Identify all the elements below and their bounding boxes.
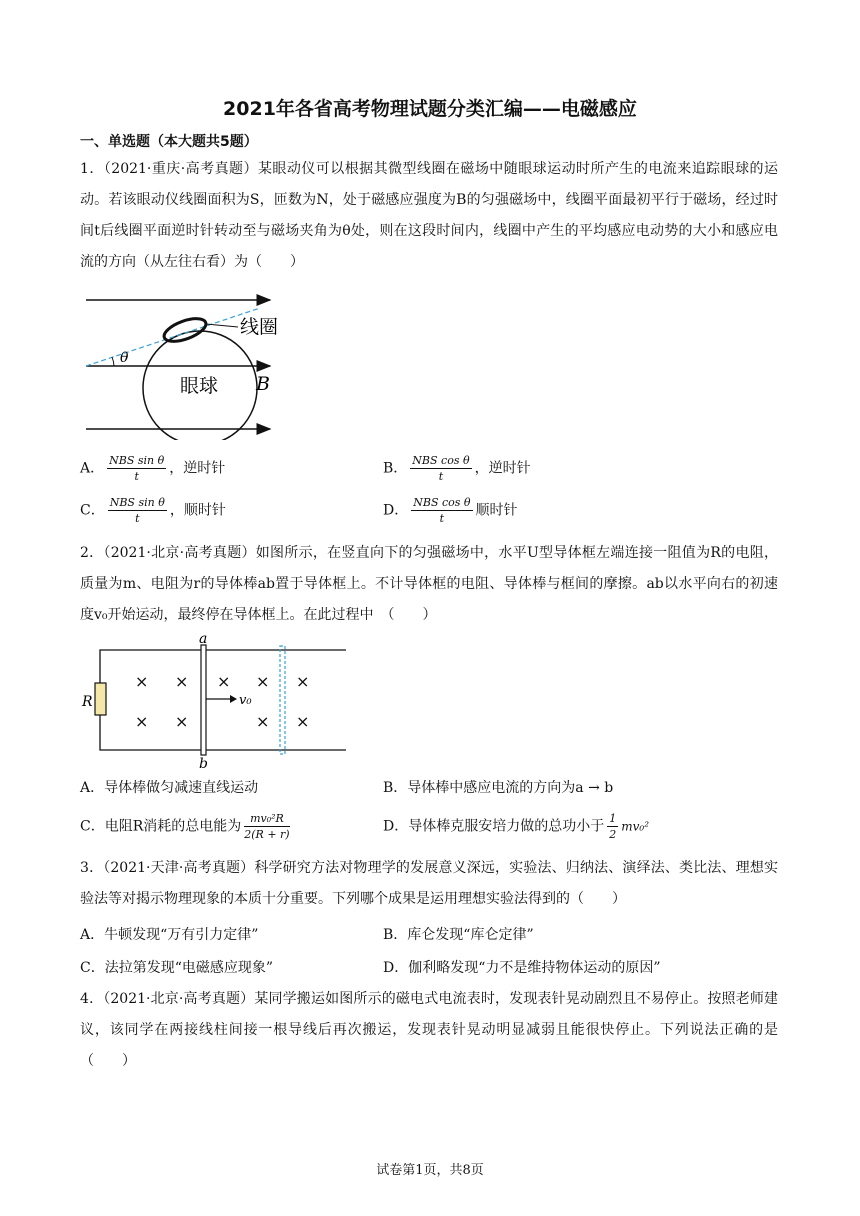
q1-option-d[interactable] <box>383 496 518 525</box>
field-cross: × <box>217 672 231 691</box>
field-cross: × <box>175 672 189 691</box>
coil <box>161 314 209 346</box>
question-4-text: 4．（2021·北京·高考真题）某同学搬运如图所示的磁电式电流表时，发现表针晃动剧烈且不易停止。按照老师建议，该同学在两接线柱间接一根导线后再次搬运，发现表针晃动明显减弱且能很快停止。下列说法正确的是（ ） <box>80 991 778 1069</box>
conductor-rod-ab <box>201 645 206 755</box>
coil-label: 线圈 <box>240 316 279 338</box>
final-position-dashed <box>280 646 285 754</box>
question-2-text: 2．（2021·北京·高考真题）如图所示，在竖直向下的匀强磁场中，水平U型导体框左端连接一阻值为R的电阻，质量为m、电阻为r的导体棒ab置于导体框上。不计导体框的电阻、导体棒与框间的摩擦。ab以水平向右的初速度v₀开始运动，最终停在导体框上。在此过程中 （ ） <box>80 545 778 623</box>
field-cross: × <box>175 712 189 731</box>
label-R: R <box>82 694 93 710</box>
u-frame <box>100 650 346 750</box>
field-cross: × <box>296 672 310 691</box>
field-cross: × <box>256 712 270 731</box>
q3-option-a[interactable]: A．牛顿发现“万有引力定律” <box>80 927 259 943</box>
fraction-numerator: NBS cos θ <box>412 454 470 467</box>
option-text: C．电阻R消耗的总电能为 <box>80 818 242 835</box>
q3-option-b[interactable]: B．库仑发现“库仑定律” <box>383 927 534 943</box>
field-cross: × <box>256 672 270 691</box>
label-a: a <box>199 632 208 647</box>
option-suffix: mv₀² <box>621 819 650 834</box>
fraction-denominator: t <box>134 470 139 483</box>
fraction-numerator: NBS cos θ <box>413 496 471 509</box>
label-b: b <box>199 756 208 770</box>
option-suffix: ，逆时针 <box>169 460 226 477</box>
field-cross: × <box>296 712 310 731</box>
fraction-numerator: 1 <box>609 812 617 825</box>
page-title: 2021年各省高考物理试题分类汇编——电磁感应 <box>223 98 637 120</box>
section-heading: 一、单选题（本大题共5题） <box>80 134 258 150</box>
coil-pointer <box>206 324 238 327</box>
option-suffix: ，逆时针 <box>474 460 531 477</box>
fraction-denominator: t <box>438 470 444 483</box>
q2-option-c[interactable] <box>80 812 293 841</box>
field-cross: × <box>135 712 149 731</box>
option-text: D．导体棒克服安培力做的总功小于 <box>383 818 605 835</box>
fraction-denominator: t <box>135 512 140 525</box>
q3-option-d[interactable]: D．伽利略发现“力不是维持物体运动的原因” <box>383 960 661 976</box>
question-1-text: 1．（2021·重庆·高考真题）某眼动仪可以根据其微型线圈在磁场中随眼球运动时所产生的电流来追踪眼球的运动。若该眼动仪线圈面积为S，匝数为N，处于磁感应强度为B的匀强磁场中，线圈平面最初平行于磁场，经过时间t后线圈平面逆时针转动至与磁场夹角为θ处，则在这段时间内，线圈中产生的平均感应电动势的大小和感应电流的方向（从左往右看）为（ ） <box>80 161 778 270</box>
option-suffix: ，顺时针 <box>169 502 226 519</box>
label-v0: v₀ <box>239 693 252 708</box>
option-letter: C． <box>80 502 105 519</box>
page-footer: 试卷第1页，共8页 <box>376 1163 484 1178</box>
option-letter: D． <box>383 502 409 519</box>
q2-option-a[interactable]: A．导体棒做匀减速直线运动 <box>80 780 259 796</box>
fraction <box>607 812 618 841</box>
option-suffix: 顺时针 <box>475 502 518 519</box>
q2-option-b[interactable]: B．导体棒中感应电流的方向为a → b <box>383 780 614 796</box>
fraction-numerator: NBS sin θ <box>109 496 165 509</box>
angle-label: θ <box>120 350 129 366</box>
fraction-denominator: 2 <box>609 828 617 841</box>
question-3-text: 3．（2021·天津·高考真题）科学研究方法对物理学的发展意义深远，实验法、归纳法、演绎法、类比法、理想实验法等对揭示物理现象的本质十分重要。下列哪个成果是运用理想实验法得到的（ ） <box>80 860 778 907</box>
fraction-denominator: 2(R + r) <box>244 828 290 841</box>
velocity-arrowhead <box>230 695 237 703</box>
q1-option-b[interactable] <box>383 454 531 483</box>
question-2-figure <box>80 632 352 770</box>
angle-arc <box>112 357 114 366</box>
q1-option-c[interactable] <box>80 496 226 525</box>
fraction <box>410 454 471 483</box>
eyeball-label: 眼球 <box>180 375 219 397</box>
fraction <box>107 454 166 483</box>
q3-option-c[interactable]: C．法拉第发现“电磁感应现象” <box>80 960 274 976</box>
q1-option-a[interactable] <box>80 454 225 483</box>
fraction-numerator: NBS sin θ <box>109 454 165 467</box>
fraction <box>411 496 472 525</box>
field-label-B: B <box>256 373 270 395</box>
option-letter: A． <box>80 460 105 477</box>
resistor <box>95 683 106 715</box>
fraction <box>244 812 289 841</box>
option-letter: B． <box>383 460 408 477</box>
fraction-denominator: t <box>439 512 445 525</box>
question-1-figure <box>80 290 290 440</box>
fraction-numerator: mv₀²R <box>244 812 289 827</box>
q2-option-d[interactable] <box>383 812 649 841</box>
field-cross: × <box>135 672 149 691</box>
fraction <box>108 496 167 525</box>
